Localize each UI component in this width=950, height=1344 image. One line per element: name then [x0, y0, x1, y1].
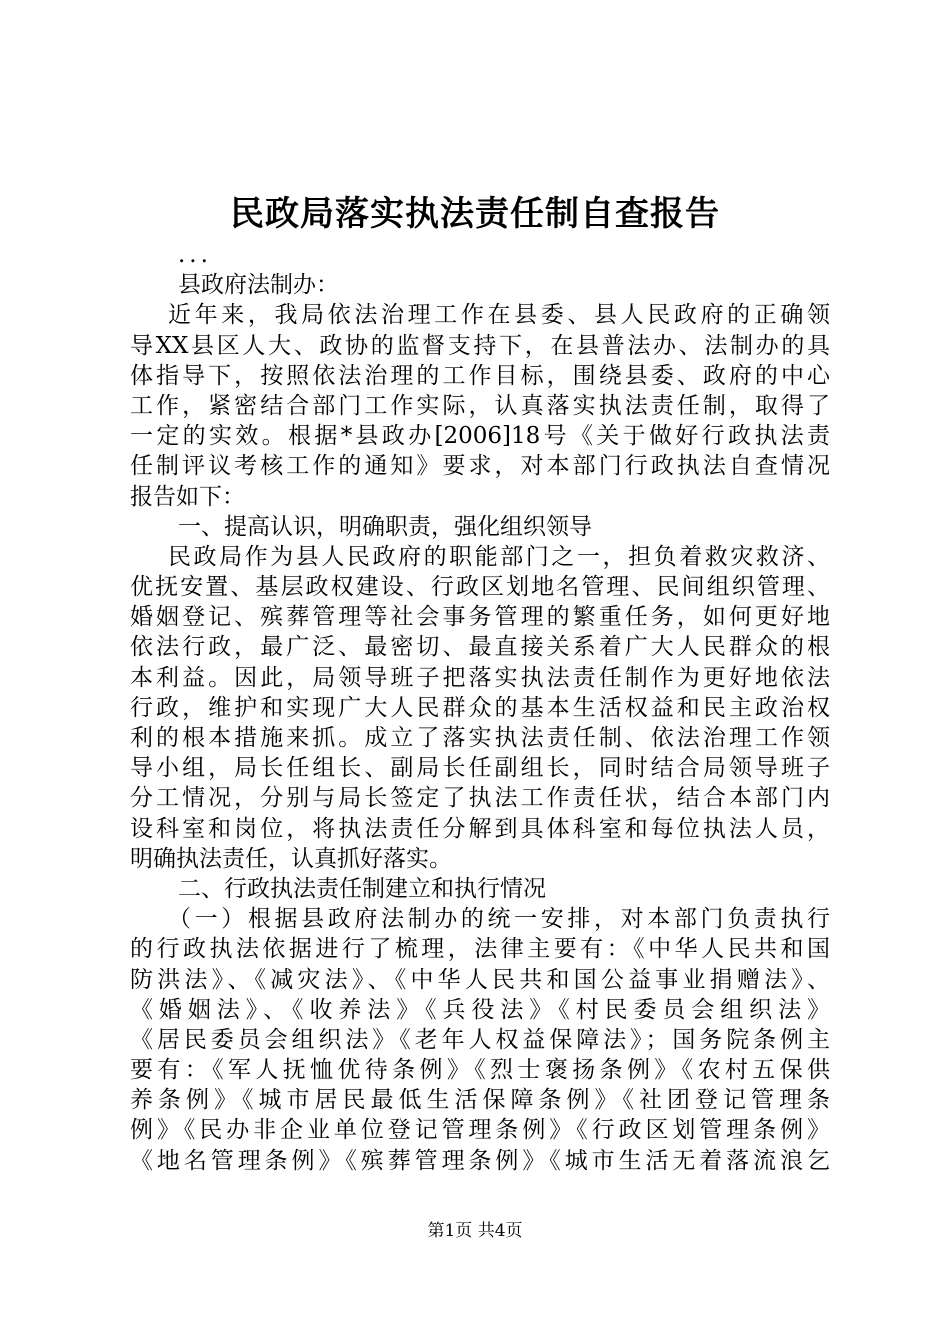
- text-line: 导小组，局长任组长、副局长任副组长，同时结合局领导班子: [130, 755, 830, 782]
- text-line: 防洪法》、《减灾法》、《中华人民共和国公益事业捐赠法》、: [130, 966, 830, 993]
- text-line: 工作，紧密结合部门工作实际，认真落实执法责任制，取得了: [130, 392, 830, 419]
- text-line: 一定的实效。根据*县政办[2006]18号《关于做好行政执法责: [130, 423, 830, 450]
- text-line: 民政局作为县人民政府的职能部门之一，担负着救灾救济、: [168, 543, 830, 570]
- document-title: 民政局落实执法责任制自查报告: [230, 194, 720, 234]
- text-line: 优抚安置、基层政权建设、行政区划地名管理、民间组织管理、: [130, 574, 830, 601]
- text-line: 导XX县区人大、政协的监督支持下，在县普法办、法制办的具: [130, 332, 830, 359]
- text-line: 近年来，我局依法治理工作在县委、县人民政府的正确领: [168, 302, 830, 329]
- text-line: 的行政执法依据进行了梳理，法律主要有：《中华人民共和国: [130, 936, 830, 963]
- text-line: 体指导下，按照依法治理的工作目标，围绕县委、政府的中心: [130, 362, 830, 389]
- text-line: 《地名管理条例》《殡葬管理条例》《城市生活无着落流浪乞: [130, 1147, 830, 1174]
- text-line: （一）根据县政府法制办的统一安排，对本部门负责执行: [168, 906, 830, 933]
- section-heading: 二、行政执法责任制建立和执行情况: [178, 875, 546, 902]
- document-body: [130, 240, 830, 1176]
- text-line: 报告如下：: [130, 483, 245, 510]
- text-line: 例》《民办非企业单位登记管理条例》《行政区划管理条例》: [130, 1117, 830, 1144]
- section-heading: 一、提高认识，明确职责，强化组织领导: [178, 513, 592, 540]
- text-line: 分工情况，分别与局长签定了执法工作责任状，结合本部门内: [130, 785, 830, 812]
- text-line: 婚姻登记、殡葬管理等社会事务管理的繁重任务，如何更好地: [130, 604, 830, 631]
- text-line: 《婚姻法》、《收养法》《兵役法》《村民委员会组织法》: [130, 996, 830, 1023]
- text-line: 要有：《军人抚恤优待条例》《烈士褒扬条例》《农村五保供: [130, 1057, 830, 1084]
- text-line: 利的根本措施来抓。成立了落实执法责任制、依法治理工作领: [130, 725, 830, 751]
- text-line: ...: [178, 242, 212, 268]
- text-line: 《居民委员会组织法》《老年人权益保障法》；国务院条例主: [130, 1026, 830, 1053]
- text-line: 明确执法责任，认真抓好落实。: [130, 845, 452, 872]
- text-line: 任制评议考核工作的通知》要求，对本部门行政执法自查情况: [130, 453, 830, 480]
- page-number: 第1页 共4页: [427, 1221, 523, 1241]
- salutation: 县政府法制办：: [178, 272, 339, 299]
- text-line: 养条例》《城市居民最低生活保障条例》《社团登记管理条: [130, 1087, 830, 1114]
- text-line: 设科室和岗位，将执法责任分解到具体科室和每位执法人员，: [130, 815, 830, 842]
- text-line: 行政，维护和实现广大人民群众的基本生活权益和民主政治权: [130, 694, 830, 721]
- text-line: 依法行政，最广泛、最密切、最直接关系着广大人民群众的根: [130, 634, 830, 661]
- text-line: 本利益。因此，局领导班子把落实执法责任制作为更好地依法: [130, 664, 830, 691]
